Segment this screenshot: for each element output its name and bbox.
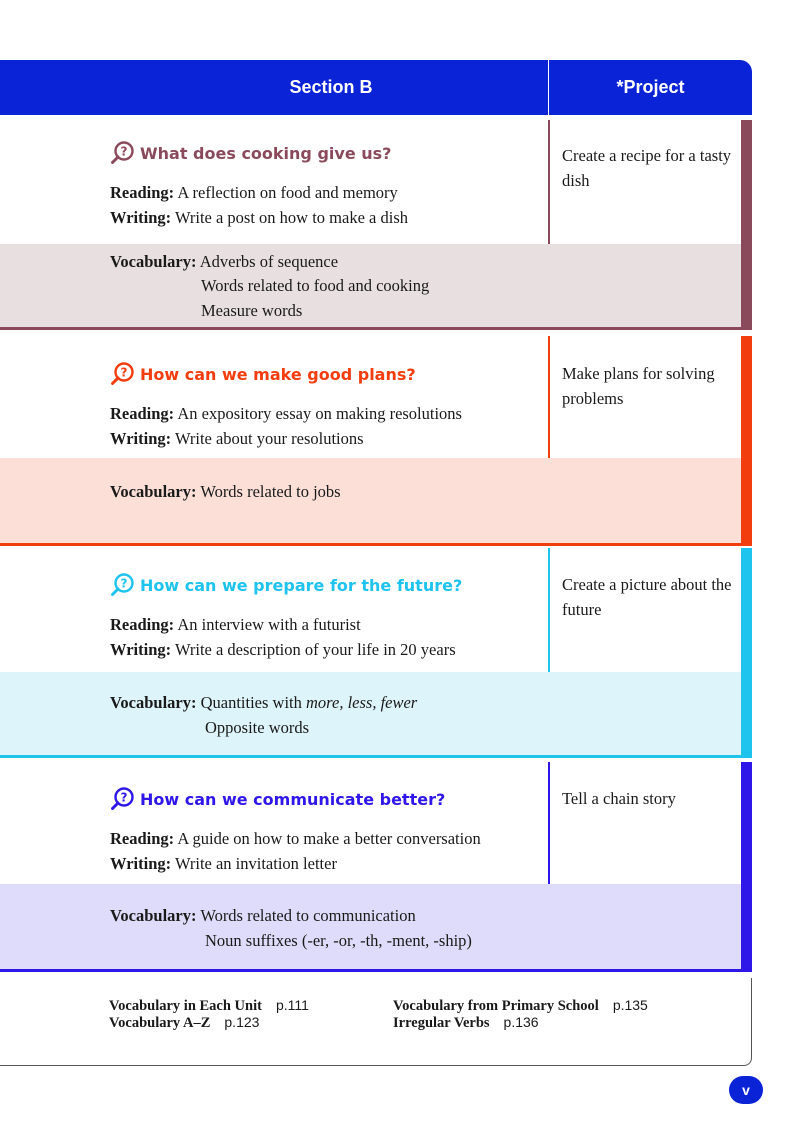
reading-text: An interview with a futurist [177, 615, 361, 634]
reading-label: Reading: [110, 829, 175, 848]
vocab-line-1 [110, 691, 417, 715]
row-bottom-border [0, 327, 752, 330]
svg-text:?: ? [120, 365, 128, 380]
writing-line [110, 427, 364, 451]
vocab-text: Quantities with [200, 693, 307, 712]
unit-question [110, 361, 416, 387]
row-bottom-border [0, 969, 752, 972]
reference-page: p.136 [503, 1014, 539, 1030]
reference-page: p.123 [224, 1014, 260, 1030]
project-heading: *Project [616, 77, 685, 97]
writing-text: Write an invitation letter [174, 854, 337, 873]
writing-line [110, 638, 456, 662]
writing-label: Writing: [110, 854, 172, 873]
vocab-label: Vocabulary: [110, 906, 197, 925]
writing-label: Writing: [110, 429, 172, 448]
unit-question [110, 572, 462, 598]
unit-row-4 [0, 762, 752, 972]
question-text: How can we make good plans? [140, 364, 416, 384]
reference-irregular-verbs[interactable] [393, 1014, 539, 1032]
reference-vocab-a-z[interactable] [109, 1014, 259, 1032]
reference-vocab-primary[interactable] [393, 997, 648, 1015]
vocab-text: Words related to communication [200, 906, 416, 925]
writing-text: Write a post on how to make a dish [174, 208, 408, 227]
column-divider [548, 120, 550, 244]
writing-label: Writing: [110, 208, 172, 227]
reading-text: A guide on how to make a better conversation [177, 829, 481, 848]
project-text: Make plans for solving problems [562, 364, 715, 408]
accent-sidebar [741, 120, 752, 330]
unit-question [110, 140, 391, 166]
unit-row-1 [0, 120, 752, 330]
svg-text:?: ? [120, 790, 128, 805]
page-number-badge: v [729, 1076, 763, 1104]
question-text: How can we communicate better? [140, 789, 446, 809]
reading-text: An expository essay on making resolutions [177, 404, 462, 423]
writing-line [110, 206, 408, 230]
vocab-line-1 [110, 480, 341, 504]
unit-row-3 [0, 548, 752, 758]
writing-text: Write about your resolutions [174, 429, 364, 448]
vocab-line-1 [110, 250, 338, 274]
reference-label: Vocabulary A–Z [109, 1015, 211, 1031]
column-divider [548, 548, 550, 672]
table-header [0, 60, 752, 115]
accent-sidebar [741, 762, 752, 972]
row-bottom-border [0, 755, 752, 758]
column-divider [548, 762, 550, 884]
writing-text: Write a description of your life in 20 years [174, 640, 456, 659]
reference-label: Irregular Verbs [393, 1015, 490, 1031]
vocab-label: Vocabulary: [110, 252, 197, 271]
reading-label: Reading: [110, 615, 175, 634]
svg-text:?: ? [120, 576, 128, 591]
project-text: Tell a chain story [562, 789, 676, 808]
writing-label: Writing: [110, 640, 172, 659]
writing-line [110, 852, 337, 876]
vocab-line-2: Noun suffixes (-er, -or, -th, -ment, -ship) [205, 931, 472, 950]
reading-label: Reading: [110, 183, 175, 202]
question-text: How can we prepare for the future? [140, 575, 463, 595]
reference-label: Vocabulary in Each Unit [109, 998, 262, 1014]
accent-sidebar [741, 336, 752, 546]
reading-line [110, 402, 462, 426]
question-magnifier-icon [110, 786, 136, 812]
reading-line [110, 827, 481, 851]
vocab-text: Words related to jobs [200, 482, 341, 501]
question-text: What does cooking give us? [140, 143, 392, 163]
vocab-line-2: Words related to food and cooking [201, 276, 430, 295]
vocab-label: Vocabulary: [110, 482, 197, 501]
section-b-heading: Section B [289, 77, 373, 97]
project-text: Create a recipe for a tasty dish [562, 146, 732, 190]
question-magnifier-icon [110, 572, 136, 598]
vocab-text: Adverbs of sequence [199, 252, 339, 271]
project-text: Create a picture about the future [562, 575, 732, 619]
accent-sidebar [741, 548, 752, 758]
reading-text: A reflection on food and memory [177, 183, 398, 202]
reference-page: p.135 [612, 997, 648, 1013]
unit-question [110, 786, 445, 812]
vocab-line-3: Measure words [201, 301, 303, 320]
column-divider [548, 336, 550, 458]
vocab-italic-text: more, less, fewer [306, 693, 418, 712]
unit-row-2 [0, 336, 752, 546]
vocab-line-2: Opposite words [205, 718, 310, 737]
question-magnifier-icon [110, 140, 136, 166]
reference-vocab-each-unit[interactable] [109, 997, 309, 1015]
reference-page: p.111 [275, 997, 309, 1013]
reading-line [110, 181, 398, 205]
row-bottom-border [0, 543, 752, 546]
reference-label: Vocabulary from Primary School [393, 998, 599, 1014]
vocab-line-1 [110, 904, 416, 928]
svg-text:?: ? [120, 144, 128, 159]
question-magnifier-icon [110, 361, 136, 387]
reading-line [110, 613, 361, 637]
vocab-label: Vocabulary: [110, 693, 197, 712]
reading-label: Reading: [110, 404, 175, 423]
